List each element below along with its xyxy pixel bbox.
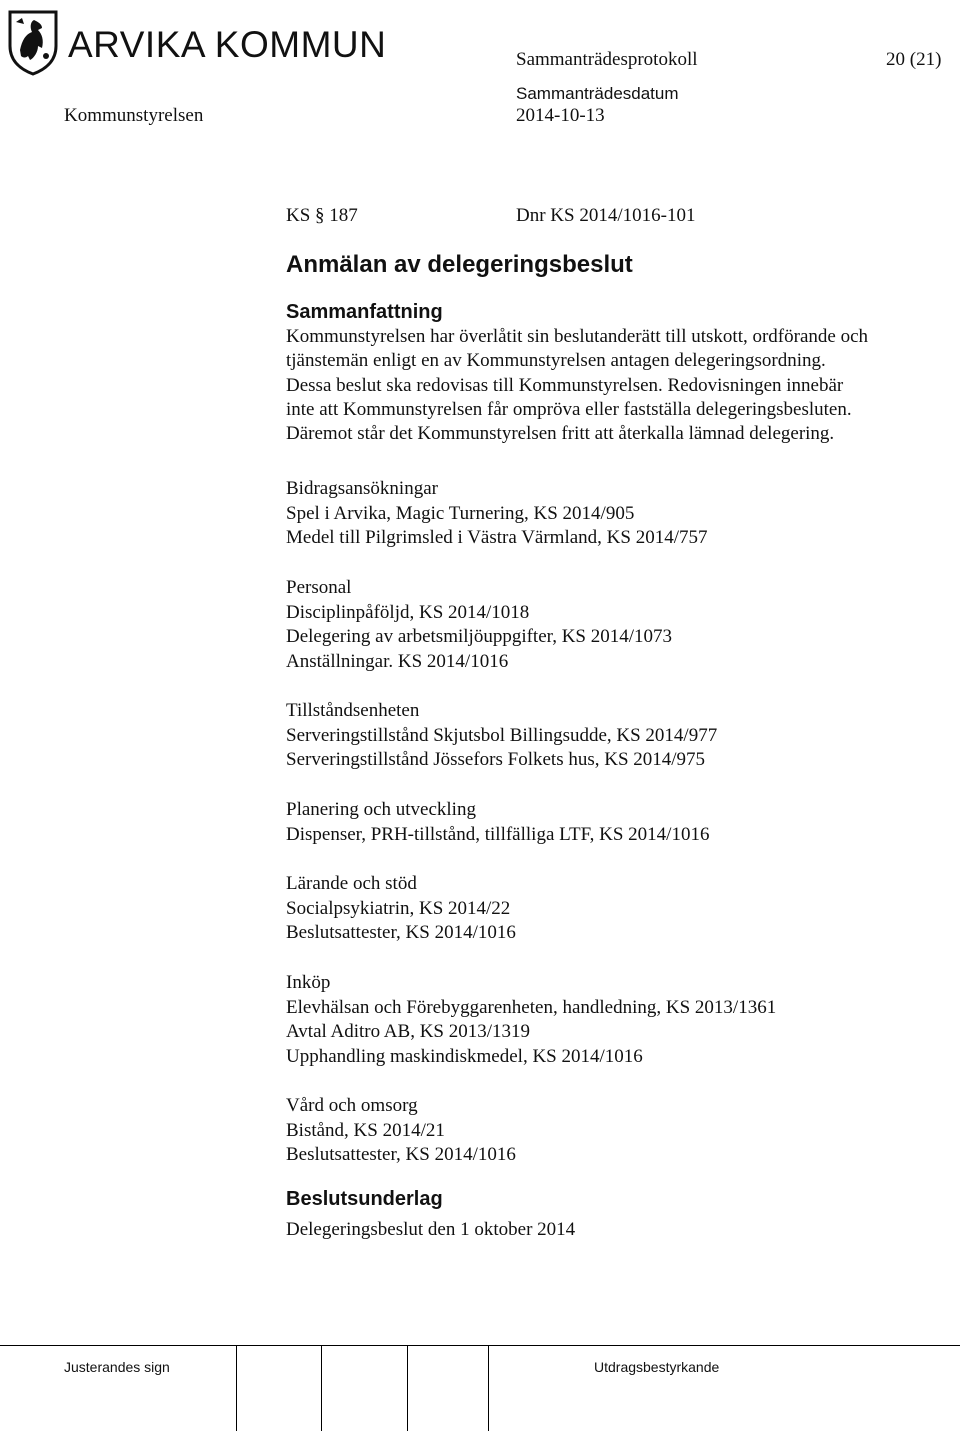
summary-heading: Sammanfattning: [286, 301, 443, 323]
meeting-date-label: Sammanträdesdatum: [516, 84, 679, 103]
group-title: Bidragsansökningar: [286, 478, 438, 499]
group-title: Lärande och stöd: [286, 873, 417, 894]
group-item: Bistånd, KS 2014/21: [286, 1119, 445, 1141]
document-type: Sammanträdesprotokoll: [516, 49, 698, 70]
group-item: Disciplinpåföljd, KS 2014/1018: [286, 601, 530, 623]
delegation-group: [286, 576, 672, 674]
group-title: Vård och omsorg: [286, 1095, 418, 1116]
group-title: Inköp: [286, 972, 331, 993]
group-item: Upphandling maskindiskmedel, KS 2014/1016: [286, 1045, 643, 1067]
delegation-group: [286, 971, 776, 1069]
item-title: Anmälan av delegeringsbeslut: [286, 251, 633, 278]
summary-line: Dessa beslut ska redovisas till Kommunstyrelsen. Redovisningen innebär: [286, 374, 844, 396]
group-item: Beslutsattester, KS 2014/1016: [286, 922, 516, 943]
group-item: Avtal Aditro AB, KS 2013/1319: [286, 1021, 531, 1042]
summary-text: [286, 325, 956, 446]
basis-heading: Beslutsunderlag: [286, 1188, 443, 1210]
footer-divider: [321, 1346, 322, 1431]
item-number: KS § 187: [286, 205, 358, 226]
signature-label: Justerandes sign: [64, 1359, 170, 1375]
summary-line: Däremot står det Kommunstyrelsen fritt att återkalla lämnad delegering.: [286, 423, 835, 445]
group-item: Beslutsattester, KS 2014/1016: [286, 1144, 516, 1165]
group-item: Anställningar. KS 2014/1016: [286, 650, 509, 672]
group-item: Medel till Pilgrimsled i Västra Värmland, KS 2014/757: [286, 527, 708, 548]
group-item: Spel i Arvika, Magic Turnering, KS 2014/905: [286, 502, 635, 524]
group-title: Personal: [286, 577, 352, 598]
delegation-group: [286, 1094, 516, 1168]
basis-text: Delegeringsbeslut den 1 oktober 2014: [286, 1219, 576, 1240]
group-title: Tillståndsenheten: [286, 700, 420, 721]
delegation-group: [286, 699, 717, 773]
group-item: Delegering av arbetsmiljöuppgifter, KS 2014/1073: [286, 626, 673, 647]
group-item: Dispenser, PRH-tillstånd, tillfälliga LTF, KS 2014/1016: [286, 823, 710, 845]
delegation-group: [286, 872, 516, 946]
extract-certification-label: Utdragsbestyrkande: [594, 1359, 720, 1375]
coat-of-arms-logo: [8, 10, 58, 76]
summary-line: Kommunstyrelsen har överlåtit sin beslutanderätt till utskott, ordförande och: [286, 326, 869, 347]
page-number: 20 (21): [886, 49, 942, 70]
group-item: Serveringstillstånd Skjutsbol Billingsudde, KS 2014/977: [286, 724, 718, 746]
body-name: Kommunstyrelsen: [64, 105, 204, 126]
group-item: Socialpsykiatrin, KS 2014/22: [286, 897, 511, 919]
summary-line: tjänstemän enligt en av Kommunstyrelsen antagen delegeringsordning.: [286, 350, 826, 372]
meeting-date: 2014-10-13: [516, 105, 605, 126]
group-item: Elevhälsan och Förebyggarenheten, handledning, KS 2013/1361: [286, 996, 777, 1018]
footer-divider: [488, 1346, 489, 1431]
delegation-group: [286, 477, 708, 551]
group-item: Serveringstillstånd Jössefors Folkets hus, KS 2014/975: [286, 749, 706, 770]
signature-footer: [0, 1345, 960, 1431]
org-name: ARVIKA KOMMUN: [68, 24, 387, 65]
diary-number: Dnr KS 2014/1016-101: [516, 205, 696, 226]
footer-divider: [407, 1346, 408, 1431]
summary-line: inte att Kommunstyrelsen får ompröva eller fastställa delegeringsbesluten.: [286, 398, 852, 420]
group-title: Planering och utveckling: [286, 799, 476, 820]
delegation-group: [286, 798, 709, 847]
footer-divider: [236, 1346, 237, 1431]
